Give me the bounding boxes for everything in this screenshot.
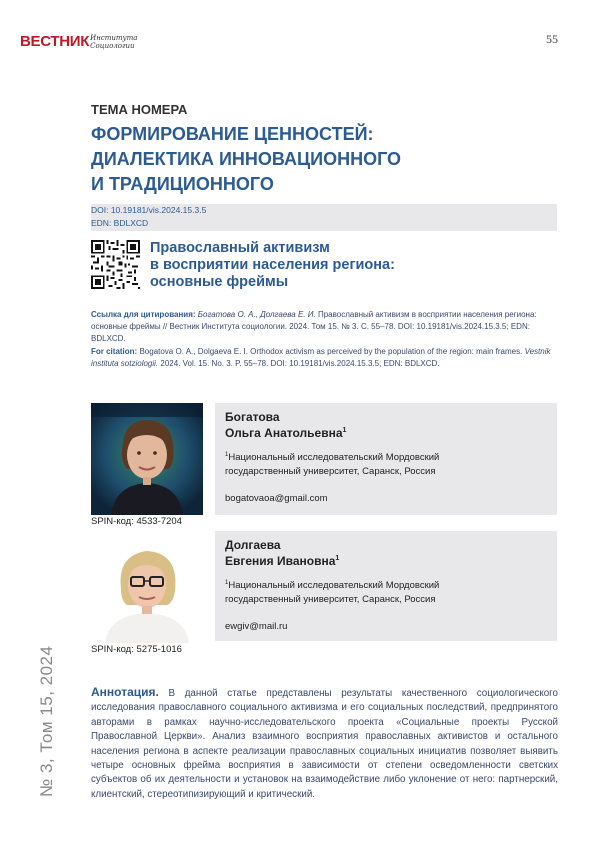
section-title-line2: ДИАЛЕКТИКА ИННОВАЦИОННОГО <box>91 149 402 169</box>
citation-ru <box>91 309 558 346</box>
citation-en-text2: 2024. Vol. 15. No. 3. P. 55–78. DOI: 10.19181/vis.2024.15.3.5; EDN: BDLXCD. <box>160 358 440 368</box>
logo-sub-line1: Института <box>90 34 138 42</box>
author-1-affil-line1: Национальный исследовательский Мордовский <box>228 452 440 464</box>
author-1-affiliation <box>225 448 547 479</box>
logo-main-text: ВЕСТНИК <box>20 33 90 50</box>
issue-side-label: № 3, Том 15, 2024 <box>37 645 56 797</box>
section-title <box>91 122 531 197</box>
author-1-given-text: Ольга Анатольевна <box>225 426 343 440</box>
author-2-surname: Долгаева <box>225 538 281 552</box>
author-1-surname: Богатова <box>225 410 280 424</box>
author-2-affil-line2: государственный университет, Саранск, Россия <box>225 594 436 606</box>
citation-block <box>91 309 558 370</box>
author-1-spin: SPIN-код: 4533-7204 <box>91 516 182 527</box>
doi-box <box>91 204 557 231</box>
author-photo-bogatova <box>91 403 203 515</box>
author-1-name <box>225 411 547 440</box>
author-2-affil-line1: Национальный исследовательский Мордовский <box>228 580 440 592</box>
logo-sub-line2: Социологии <box>90 42 135 50</box>
author-2-given-text: Евгения Ивановна <box>225 554 336 568</box>
page-number: 55 <box>546 32 558 46</box>
author-card-2 <box>215 531 557 641</box>
citation-ru-label: Ссылка для цитирования: <box>91 310 196 319</box>
section-label: ТЕМА НОМЕРА <box>91 102 188 117</box>
section-title-line3: И ТРАДИЦИОННОГО <box>91 174 274 194</box>
author-1-sup: 1 <box>342 427 347 434</box>
edn-text: EDN: BDLXCD <box>91 218 149 228</box>
citation-ru-authors: Богатова О. А., Долгаева Е. И. <box>197 310 316 319</box>
author-2-affiliation <box>225 576 547 607</box>
citation-en-text1: Bogatova O. A., Dolgaeva E. I. Orthodox activism as perceived by the population of the region: main frames. <box>139 346 523 356</box>
author-photo-dolgaeva <box>91 531 203 643</box>
author-2-spin: SPIN-код: 5275-1016 <box>91 644 182 655</box>
logo-sub-text <box>90 34 137 50</box>
abstract <box>91 685 558 802</box>
section-title-line1: ФОРМИРОВАНИЕ ЦЕННОСТЕЙ: <box>91 124 374 144</box>
doi-link[interactable]: DOI: 10.19181/vis.2024.15.3.5 <box>91 205 207 215</box>
journal-logo <box>20 33 137 50</box>
citation-ru-text: Православный активизм в восприятии населения региона: основные фреймы // Вестник Института социологии. 2024. Том 15. № 3. С. 55–78. DOI: 10.19181/vis.2024.15.3.5; EDN: BDLXCD. <box>91 310 537 344</box>
author-1-affil-line2: государственный университет, Саранск, Россия <box>225 466 436 478</box>
article-title-line3: основные фреймы <box>150 274 289 290</box>
qr-code-icon <box>91 240 140 289</box>
author-card-1 <box>215 403 557 515</box>
author-2-affil-sup: 1 <box>225 580 229 586</box>
author-1-given <box>225 424 547 440</box>
abstract-text: В данной статье представлены результаты качественного социологического исследования православного социального активизма и его социальных последствий, предпринятого авторами в рамках научно-исследовательского проекта «Социальные проекты Русской Православной Церкви». Анализ взаимного восприятия православных активистов и остального населения региона в аспекте реализации православных социальных инициатив позволяет выявить четыре основных фрейма восприятия в зависимости от степени осведомленности светских субъектов об их деятельности и установок на взаимодействие либо уклонение от него: партнерский, клиентский, стереотипизирующий и критический. <box>91 688 558 800</box>
article-title <box>150 240 550 291</box>
author-1-email[interactable]: bogatovaoa@gmail.com <box>225 493 328 505</box>
author-2-name <box>225 539 547 568</box>
author-2-sup: 1 <box>335 555 340 562</box>
article-title-line2: в восприятии населения региона: <box>150 257 395 273</box>
citation-en-label: For citation: <box>91 346 138 356</box>
author-2-email[interactable]: ewgiv@mail.ru <box>225 621 288 633</box>
citation-en <box>91 346 558 370</box>
article-title-line1: Православный активизм <box>150 240 330 256</box>
author-2-given <box>225 552 547 568</box>
citation-en-journal: Vestnik instituta sotziologii. <box>91 346 551 368</box>
author-1-affil-sup: 1 <box>225 452 229 458</box>
abstract-label: Аннотация. <box>91 685 159 699</box>
